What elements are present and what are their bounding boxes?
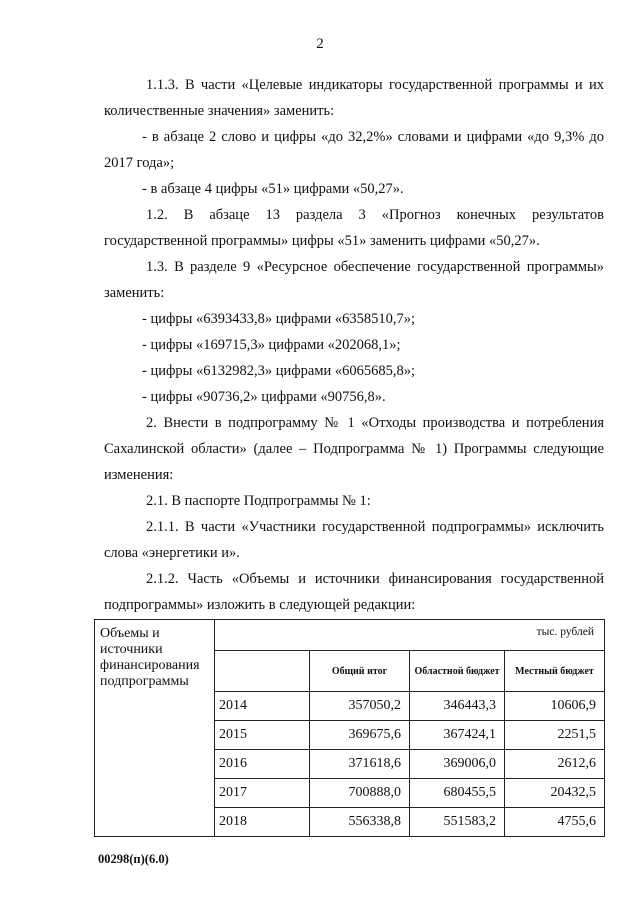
replacement-item: - цифры «6132982,3» цифрами «6065685,8»; (142, 363, 416, 379)
page-number: 2 (316, 36, 324, 52)
year-cell: 2018 (215, 808, 310, 837)
regional-cell: 369006,0 (410, 750, 505, 779)
table-row (95, 620, 605, 651)
year-cell: 2016 (215, 750, 310, 779)
year-cell: 2017 (215, 779, 310, 808)
row-title-cell: Объемы и источники финансирования подпрограммы (95, 620, 215, 837)
empty-header-cell (215, 651, 310, 692)
paragraph-2: 2. Внести в подпрограмму № 1 «Отходы производства и потребления Сахалинской области» (далее – Подпрограмма № 1) Программы следующие изменения: (104, 415, 604, 483)
paragraph-1-3: 1.3. В разделе 9 «Ресурсное обеспечение государственной программы» заменить: (104, 259, 604, 301)
paragraph-2-1-1: 2.1.1. В части «Участники государственной подпрограммы» исключить слова «энергетики и». (104, 519, 604, 561)
year-cell: 2014 (215, 692, 310, 721)
local-cell: 2612,6 (505, 750, 605, 779)
regional-cell: 367424,1 (410, 721, 505, 750)
paragraph-abzac-4: - в абзаце 4 цифры «51» цифрами «50,27». (142, 181, 404, 197)
total-cell: 700888,0 (310, 779, 410, 808)
local-cell: 10606,9 (505, 692, 605, 721)
replacement-item: - цифры «169715,3» цифрами «202068,1»; (142, 337, 401, 353)
paragraph-1-1-3: 1.1.3. В части «Целевые индикаторы государственной программы и их количественные значения» заменить: (104, 77, 604, 119)
replacement-item: - цифры «90736,2» цифрами «90756,8». (142, 389, 386, 405)
header-total: Общий итог (310, 651, 410, 692)
header-regional: Областной бюджет (410, 651, 505, 692)
financing-table (94, 619, 605, 837)
year-cell: 2015 (215, 721, 310, 750)
regional-cell: 346443,3 (410, 692, 505, 721)
document-code: 00298(п)(6.0) (98, 852, 169, 866)
replacement-item: - цифры «6393433,8» цифрами «6358510,7»; (142, 311, 416, 327)
paragraph-2-1-2: 2.1.2. Часть «Объемы и источники финансирования государственной подпрограммы» изложить в следующей редакции: (104, 571, 604, 613)
total-cell: 357050,2 (310, 692, 410, 721)
paragraph-1-2: 1.2. В абзаце 13 раздела 3 «Прогноз конечных результатов государственной программы» цифры «51» заменить цифрами «50,27». (104, 207, 604, 249)
regional-cell: 551583,2 (410, 808, 505, 837)
total-cell: 556338,8 (310, 808, 410, 837)
paragraph-abzac-2: - в абзаце 2 слово и цифры «до 32,2%» словами и цифрами «до 9,3% до 2017 года»; (104, 129, 604, 171)
total-cell: 369675,6 (310, 721, 410, 750)
unit-label: тыс. рублей (215, 620, 605, 651)
local-cell: 2251,5 (505, 721, 605, 750)
total-cell: 371618,6 (310, 750, 410, 779)
header-local: Местный бюджет (505, 651, 605, 692)
document-body (104, 72, 604, 618)
local-cell: 4755,6 (505, 808, 605, 837)
regional-cell: 680455,5 (410, 779, 505, 808)
local-cell: 20432,5 (505, 779, 605, 808)
paragraph-2-1: 2.1. В паспорте Подпрограммы № 1: (146, 493, 371, 509)
